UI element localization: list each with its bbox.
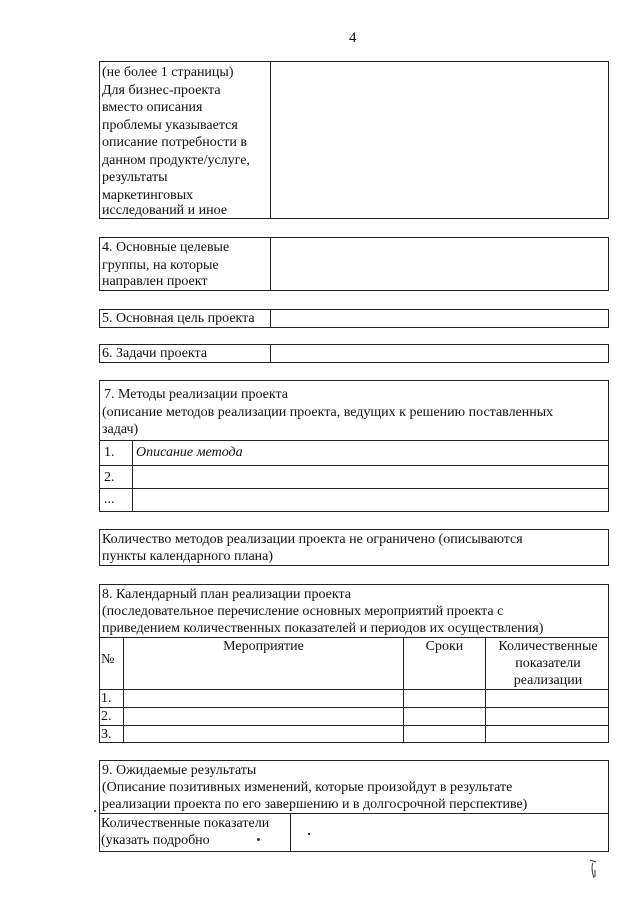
section-9-title: 9. Ожидаемые результаты: [102, 763, 257, 778]
section-4-line: 4. Основные целевые: [102, 240, 230, 255]
section-3-line: описание потребности в: [102, 135, 247, 150]
header-num: №: [101, 652, 115, 667]
method-row-text: Описание метода: [136, 445, 243, 460]
section-8-desc: приведением количественных показателей и периодов их осуществления): [102, 621, 544, 636]
section-9-table: [99, 760, 609, 852]
handwritten-mark: [587, 858, 599, 880]
row-divider: [100, 465, 608, 466]
section-5-label: 5. Основная цель проекта: [102, 311, 255, 326]
section-7-table: [99, 380, 609, 512]
method-row-num: ...: [104, 492, 115, 507]
row-divider: [100, 707, 608, 708]
section-4-line: группы, на которые: [102, 257, 219, 273]
method-row-num: 2.: [104, 470, 115, 485]
scan-speck: [308, 833, 310, 835]
section-3-line: проблемы указывается: [102, 117, 238, 133]
method-row-num: 1.: [104, 445, 115, 460]
section-9-desc: реализации проекта по его завершению и в долгосрочной перспективе): [102, 797, 528, 812]
column-divider: [270, 345, 271, 362]
column-divider: [132, 440, 133, 511]
section-4-table: [99, 237, 609, 291]
row-divider: [100, 813, 608, 814]
section-3-line: результаты: [102, 170, 168, 185]
section-3-table: [99, 61, 609, 219]
note-line: пункты календарного плана): [102, 549, 274, 564]
methods-note: [99, 529, 609, 566]
page-number: 4: [349, 30, 357, 46]
section-8-title: 8. Календарный план реализации проекта: [102, 587, 352, 602]
section-3-line: маркетинговых: [102, 187, 194, 203]
note-line: Количество методов реализации проекта не ограничено (описываются: [102, 532, 523, 547]
row-divider: [100, 440, 608, 441]
section-7-desc: задач): [102, 422, 139, 437]
section-8-table: [99, 584, 609, 743]
section-6-label: 6. Задачи проекта: [102, 346, 208, 361]
column-divider: [270, 238, 271, 290]
section-9-desc: (Описание позитивных изменений, которые произойдут в результате: [102, 780, 513, 795]
section-4-line: направлен проект: [102, 274, 208, 289]
section-3-line: Для бизнес-проекта: [102, 82, 221, 98]
section-3-line: данном продукте/услуге,: [102, 152, 250, 168]
section-7-title: 7. Методы реализации проекта: [104, 387, 288, 402]
row-divider: [100, 488, 608, 489]
section-3-line: вместо описания: [102, 100, 203, 115]
header-indicators: показатели: [515, 656, 581, 671]
plan-row-num: 3.: [101, 727, 112, 742]
column-divider: [270, 62, 271, 218]
section-3-line: (не более 1 страницы): [102, 65, 234, 80]
section-5-table: [99, 309, 609, 328]
row-divider: [100, 725, 608, 726]
plan-row-num: 2.: [101, 709, 112, 724]
scan-speck: [94, 810, 96, 812]
section-8-desc: (последовательное перечисление основных мероприятий проекта с: [102, 604, 504, 619]
header-term: Сроки: [425, 639, 464, 654]
header-event: Мероприятие: [223, 639, 304, 654]
header-indicators: Количественные: [498, 639, 598, 654]
quant-line: (указать подробно: [101, 833, 210, 848]
scan-speck: [257, 838, 260, 841]
section-3-line: исследований и иное: [102, 203, 228, 218]
header-indicators: реализации: [513, 673, 583, 688]
plan-row-num: 1.: [101, 691, 112, 706]
column-divider: [270, 310, 271, 327]
section-7-desc: (описание методов реализации проекта, ведущих к решению поставленных: [102, 405, 554, 420]
section-6-table: [99, 344, 609, 363]
column-divider: [290, 813, 291, 851]
quant-line: Количественные показатели: [101, 816, 270, 831]
